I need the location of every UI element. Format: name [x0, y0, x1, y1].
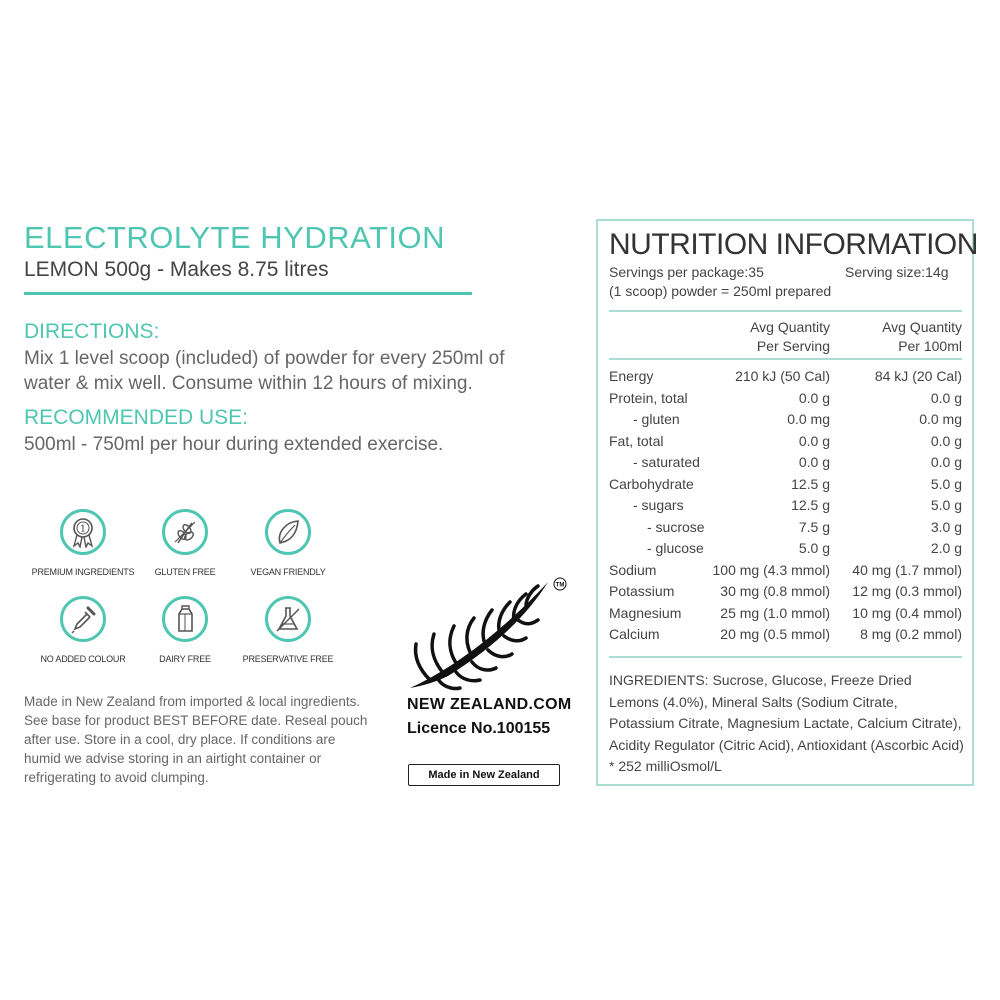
column-header-per-serving: Avg Quantity Per Serving	[750, 319, 830, 354]
panel-divider	[609, 358, 962, 360]
badge-gluten-free	[130, 509, 240, 577]
nutrient-row: - glucose 5.0 g 2.0 g	[647, 540, 962, 556]
licence-number: Licence No.100155	[407, 720, 551, 737]
nutrient-row: - gluten 0.0 mg 0.0 mg	[633, 411, 962, 427]
badge-label: VEGAN FRIENDLY	[250, 567, 326, 577]
nutrient-row: - saturated 0.0 g 0.0 g	[633, 454, 962, 470]
nutrient-row: Calcium 20 mg (0.5 mmol) 8 mg (0.2 mmol)	[609, 626, 962, 642]
nutrient-row: Energy 210 kJ (50 Cal) 84 kJ (20 Cal)	[609, 368, 962, 384]
wheat-icon	[162, 509, 208, 555]
ingredients-text: INGREDIENTS: Sucrose, Glucose, Freeze Dried Lemons (4.0%), Mineral Salts (Sodium Citrate, Potassium Citrate, Magnesium Lactate, Calcium Citrate), Acidity Regulator (Citric Acid), Antioxidant (Ascorbic Acid) * 252 milliOsmol/L	[609, 672, 964, 774]
nz-site-label: NEW ZEALAND.COM	[407, 696, 572, 713]
nutrient-row: Fat, total 0.0 g 0.0 g	[609, 432, 962, 449]
leaf-icon	[265, 509, 311, 555]
svg-text:1: 1	[80, 524, 86, 535]
badge-label: GLUTEN FREE	[154, 567, 216, 577]
panel-divider	[609, 310, 962, 312]
badge-dairy-free	[130, 596, 240, 664]
serving-size: Serving size:14g	[845, 264, 949, 280]
panel-divider	[609, 656, 962, 658]
nutrient-row: Protein, total 0.0 g 0.0 g	[609, 389, 962, 406]
nutrient-row: Sodium 100 mg (4.3 mmol) 40 mg (1.7 mmol)	[609, 561, 962, 578]
dropper-icon	[60, 596, 106, 642]
recommended-heading: RECOMMENDED USE:	[24, 406, 249, 429]
badge-no-added-colour	[28, 596, 138, 664]
nutrient-row: Potassium 30 mg (0.8 mmol) 12 mg (0.3 mmol)	[609, 583, 962, 599]
made-in-nz-badge: Made in New Zealand	[408, 764, 560, 786]
product-subtitle: LEMON 500g - Makes 8.75 litres	[24, 258, 329, 281]
directions-text: Mix 1 level scoop (included) of powder for every 250ml of water & mix well. Consume within 12 hours of mixing.	[24, 348, 505, 394]
nutrition-title: NUTRITION INFORMATION	[609, 228, 978, 261]
nutrient-row: - sugars 12.5 g 5.0 g	[633, 497, 962, 513]
recommended-text: 500ml - 750ml per hour during extended exercise.	[24, 434, 444, 455]
title-divider	[24, 292, 472, 295]
directions-heading: DIRECTIONS:	[24, 320, 160, 343]
storage-text: Made in New Zealand from imported & local ingredients. See base for product BEST BEFORE date. Reseal pouch after use. Store in a cool, dry place. If conditions are humid we advise storing in an airtight container or refrigerating to avoid clumping.	[24, 694, 368, 785]
badge-label: PREMIUM INGREDIENTS	[31, 567, 135, 577]
milk-carton-icon	[162, 596, 208, 642]
badge-preservative-free	[233, 596, 343, 664]
badge-vegan-friendly	[233, 509, 343, 577]
badge-label: PRESERVATIVE FREE	[242, 654, 334, 664]
nutrient-row: Magnesium 25 mg (1.0 mmol) 10 mg (0.4 mmol)	[609, 604, 962, 621]
badge-label: NO ADDED COLOUR	[40, 654, 126, 664]
scoop-note: (1 scoop) powder = 250ml prepared	[609, 283, 832, 299]
product-title: ELECTROLYTE HYDRATION	[24, 220, 446, 255]
badge-premium-ingredients	[28, 509, 138, 577]
servings-per-package: Servings per package:35	[609, 264, 764, 280]
trademark-mark: TM	[555, 582, 565, 589]
nutrient-row: - sucrose 7.5 g 3.0 g	[647, 518, 962, 535]
silver-fern-logo	[408, 576, 568, 696]
nutrient-row: Carbohydrate 12.5 g 5.0 g	[609, 475, 962, 492]
flask-icon	[265, 596, 311, 642]
medal-icon	[60, 509, 106, 555]
badge-label: DAIRY FREE	[159, 654, 211, 664]
column-header-per-100ml: Avg Quantity Per 100ml	[882, 319, 962, 354]
